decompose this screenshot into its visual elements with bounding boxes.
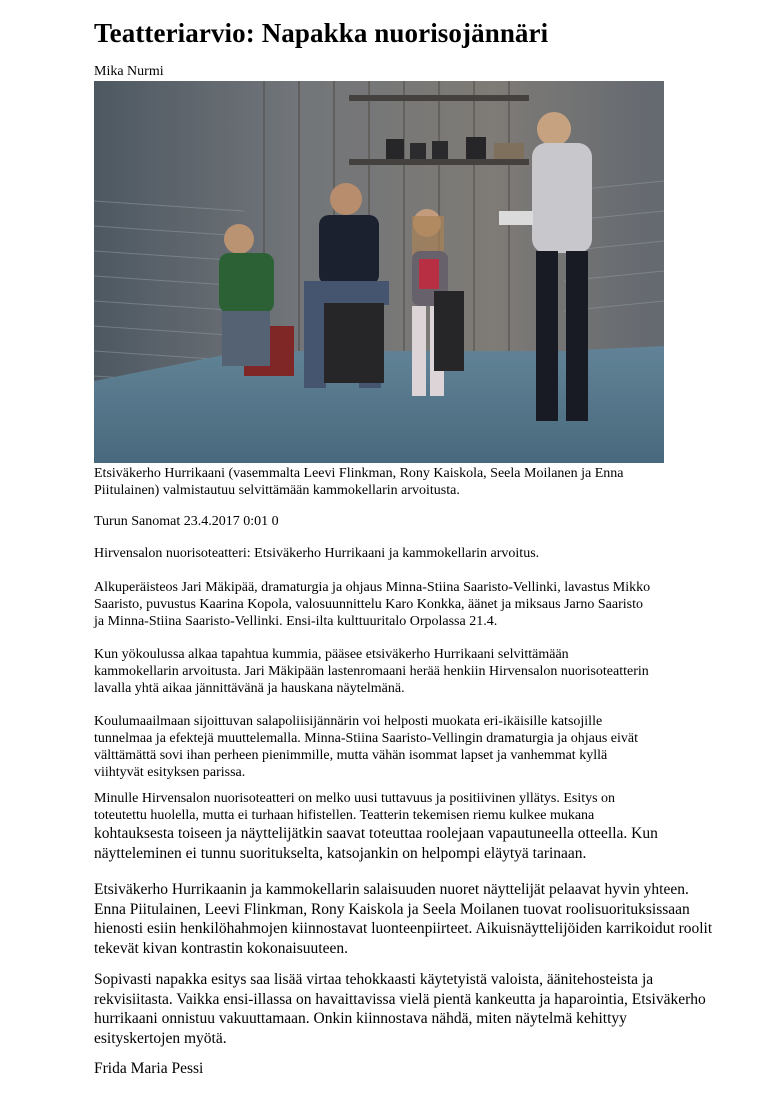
paragraph — [94, 579, 726, 630]
paragraph-line: välttämättä sovi ihan perheen pienimmille, mutta vähän isommat lapset ja vanhemmat kyllä — [94, 748, 608, 763]
photo-caption — [94, 465, 654, 499]
paragraph — [94, 646, 726, 697]
paragraph-line: lavalla yhtä aikaa jännittävänä ja hauskana näytelmänä. — [94, 681, 405, 696]
paragraph-line: hurrikaani onnistuu vakuuttamaan. Onkin kiinnostava nähdä, miten näytelmä kehittyy — [94, 1010, 627, 1027]
paragraph-line: ja Minna-Stiina Saaristo-Vellinki. Ensi-ilta kulttuuritalo Orpolassa 21.4. — [94, 614, 498, 629]
paragraph-line: näytteleminen ei tunnu suoritukselta, katsojankin on helpompi eläytyä tarinaan. — [94, 844, 587, 862]
paragraph — [94, 545, 726, 562]
paragraph — [94, 970, 726, 1048]
paragraph-line: Koulumaailmaan sijoittuvan salapoliisijännärin voi helposti muokata eri-ikäisille katsojille — [94, 714, 603, 729]
paragraph-line: viihtyvät esityksen parissa. — [94, 765, 246, 780]
paragraph-line: esityskertojen myötä. — [94, 1029, 227, 1047]
paragraph-line: kammokellarin arvoitusta. Jari Mäkipään lastenromaani herää henkiin Hirvensalon nuorisoteatterin — [94, 664, 649, 679]
paragraph-line: Kun yökoulussa alkaa tapahtua kummia, pääsee etsiväkerho Hurrikaani selvittämään — [94, 647, 569, 662]
author-byline: Mika Nurmi — [94, 64, 164, 79]
paragraph-line: Alkuperäisteos Jari Mäkipää, dramaturgia ja ohjaus Minna-Stiina Saaristo-Vellinki, lavastus Mikko — [94, 580, 651, 595]
paragraph-line: Saaristo, puvustus Kaarina Kopola, valosuunnittelu Karo Konkka, äänet ja miksaus Jarno Saaristo — [94, 597, 643, 612]
article-title: Teatteriarvio: Napakka nuorisojännäri — [94, 18, 549, 48]
paragraph-line: Hirvensalon nuorisoteatteri: Etsiväkerho Hurrikaani ja kammokellarin arvoitus. — [94, 546, 540, 561]
paragraph-line: Enna Piitulainen, Leevi Flinkman, Rony Kaiskola ja Seela Moilanen tuovat roolisuorituksissaan — [94, 900, 690, 918]
article-signature: Frida Maria Pessi — [94, 1060, 204, 1077]
paragraph-line: rekvisiitasta. Vaikka ensi-illassa on havaittavissa vielä pientä kankeutta ja haparointia, Etsiväkerho — [94, 990, 706, 1008]
paragraph — [94, 824, 726, 863]
paragraph-line: tunnelmaa ja efektejä muuttelemalla. Minna-Stiina Saaristo-Vellingin dramaturgia ja ohjaus eivät — [94, 731, 639, 746]
publication-source: Turun Sanomat 23.4.2017 0:01 0 — [94, 514, 279, 529]
paragraph-line: kohtauksesta toiseen ja näyttelijätkin saavat toteuttaa roolejaan vapautuneella otteella. Kun — [94, 825, 658, 842]
paragraph-line: Etsiväkerho Hurrikaanin ja kammokellarin salaisuuden nuoret näyttelijät pelaavat hyvin yhteen. — [94, 881, 689, 898]
paragraph-line: Minulle Hirvensalon nuorisoteatteri on melko uusi tuttavuus ja positiivinen yllätys. Esitys on — [94, 791, 616, 806]
paragraph — [94, 790, 726, 824]
caption-line: Etsiväkerho Hurrikaani (vasemmalta Leevi Flinkman, Rony Kaiskola, Seela Moilanen ja Enna — [94, 466, 624, 481]
theatre-scene-image — [94, 81, 664, 463]
paragraph-line: hienosti esiin henkilöhahmojen kiinnostavat luonteenpiirteet. Aikuisnäyttelijöiden karrikoidut roolit — [94, 920, 713, 937]
paragraph-line: toteutettu huolella, mutta ei turhaan hifistellen. Teatterin tekemisen riemu kulkee mukana — [94, 808, 595, 823]
caption-line: Piitulainen) valmistautuu selvittämään kammokellarin arvoitusta. — [94, 483, 460, 498]
paragraph-line: tekevät kivan kontrastin kokonaisuuteen. — [94, 939, 348, 957]
paragraph — [94, 713, 726, 781]
paragraph — [94, 880, 726, 958]
paragraph-line: Sopivasti napakka esitys saa lisää virtaa tehokkaasti käytetyistä valoista, äänitehosteista ja — [94, 971, 654, 988]
article-photo — [94, 81, 664, 463]
